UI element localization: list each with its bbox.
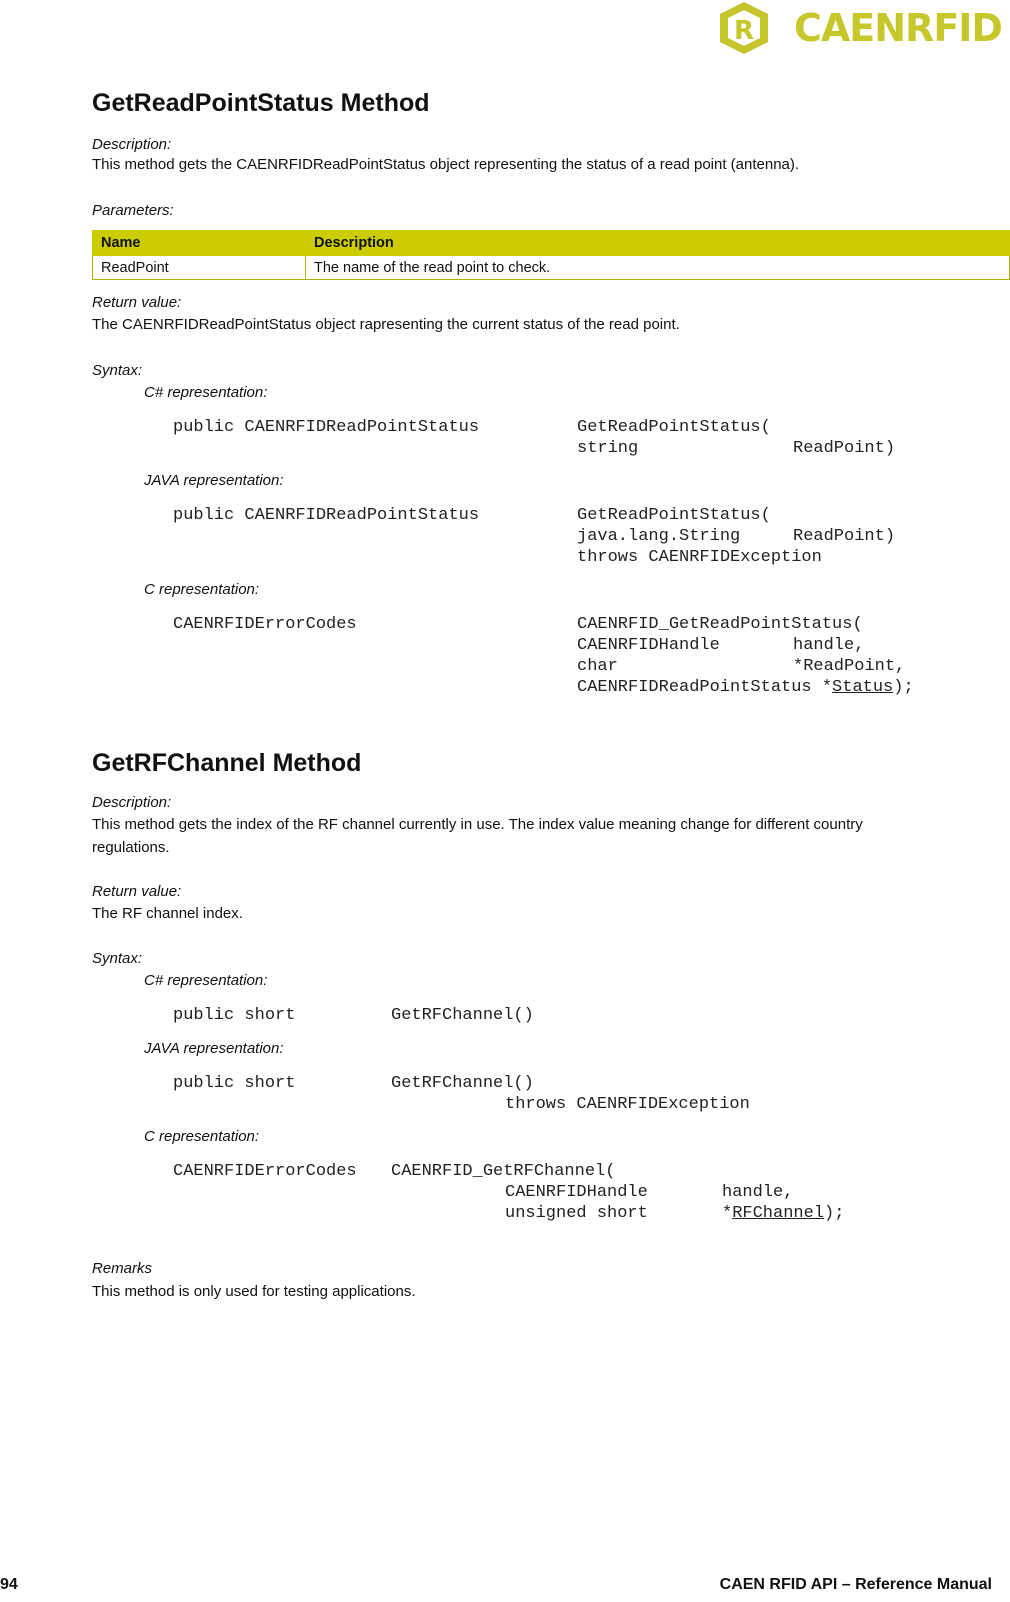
table-header-description: Description [306,231,1010,256]
description-text-2a: This method gets the index of the RF channel currently in use. The index value meaning change for different country [92,816,863,833]
code-cs-2a: string [577,439,639,458]
table-header-row [93,231,1010,256]
return-value-label: Return value: [92,294,182,311]
syntax-label-2: Syntax: [92,950,143,967]
remarks-text: This method is only used for testing applications. [92,1283,416,1300]
parameters-label: Parameters: [92,202,174,219]
code-c-2b: handle, [793,636,865,655]
description-label-2: Description: [92,794,172,811]
java-representation-label-2: JAVA representation: [144,1040,284,1057]
code2-cs-1b: GetRFChannel() [391,1006,534,1025]
code2-c-2a: CAENRFIDHandle [505,1183,648,1202]
code-c-1b: CAENRFID_GetReadPointStatus( [577,615,863,634]
csharp-representation-label-2: C# representation: [144,972,268,989]
code-c-1a: CAENRFIDErrorCodes [173,615,357,634]
code-cs-1a: public CAENRFIDReadPointStatus [173,418,480,437]
table-header-name: Name [93,231,306,256]
code-c-2a: CAENRFIDHandle [577,636,720,655]
description-label: Description: [92,136,172,153]
caenrfid-logo-icon [714,0,774,56]
code-java-2a: java.lang.String [577,527,741,546]
remarks-label: Remarks [92,1260,153,1277]
page-number: 94 [0,1576,18,1593]
table-row [93,256,1010,280]
description-text-2b: regulations. [92,839,170,856]
description-text: This method gets the CAENRFIDReadPointStatus object representing the status of a read point (antenna). [92,156,800,173]
parameters-table [92,230,1010,280]
code-java-2b: ReadPoint) [793,527,896,546]
code2-java-1a: public short [173,1074,296,1093]
code-cs-2b: ReadPoint) [793,439,896,458]
return-value-text-2: The RF channel index. [92,905,243,922]
code2-c-3b: * [722,1204,733,1223]
code2-c-3d: ); [824,1204,845,1223]
section-title-getrfchannel: GetRFChannel Method [92,749,362,777]
code2-cs-1a: public short [173,1006,296,1025]
code2-c-1a: CAENRFIDErrorCodes [173,1162,357,1181]
c-representation-label-2: C representation: [144,1128,260,1145]
code2-c-3 [722,1203,844,1224]
code-c-4 [577,677,914,698]
java-representation-label: JAVA representation: [144,472,284,489]
caenrfid-logo [728,0,1004,56]
section-title-getreadpointstatus: GetReadPointStatus Method [92,89,430,117]
code-cs-1b: GetReadPointStatus( [577,418,771,437]
code2-java-1b: GetRFChannel() [391,1074,534,1093]
table-cell-name: ReadPoint [93,256,306,280]
code-c-4b: Status [832,678,894,697]
c-representation-label: C representation: [144,581,260,598]
code-c-3a: char [577,657,618,676]
code-c-4c: ); [893,678,914,697]
csharp-representation-label: C# representation: [144,384,268,401]
code2-c-3a: unsigned short [505,1204,648,1223]
svg-text:R: R [733,16,755,46]
syntax-label: Syntax: [92,362,143,379]
code2-c-1b: CAENRFID_GetRFChannel( [391,1162,616,1181]
code-c-4a: CAENRFIDReadPointStatus * [577,678,833,697]
return-value-text: The CAENRFIDReadPointStatus object rapresenting the current status of the read point. [92,316,680,333]
footer-doc-title: CAEN RFID API – Reference Manual [719,1576,992,1593]
code-java-1a: public CAENRFIDReadPointStatus [173,506,480,525]
return-value-label-2: Return value: [92,883,182,900]
code-java-1b: GetReadPointStatus( [577,506,771,525]
logo-text: CAENRFID [794,6,1002,50]
table-cell-description: The name of the read point to check. [306,256,1010,280]
code2-c-3c: RFChannel [732,1204,825,1223]
code2-java-2: throws CAENRFIDException [505,1095,750,1114]
code2-c-2b: handle, [722,1183,794,1202]
code-c-3b: *ReadPoint, [793,657,906,676]
code-java-3: throws CAENRFIDException [577,548,822,567]
